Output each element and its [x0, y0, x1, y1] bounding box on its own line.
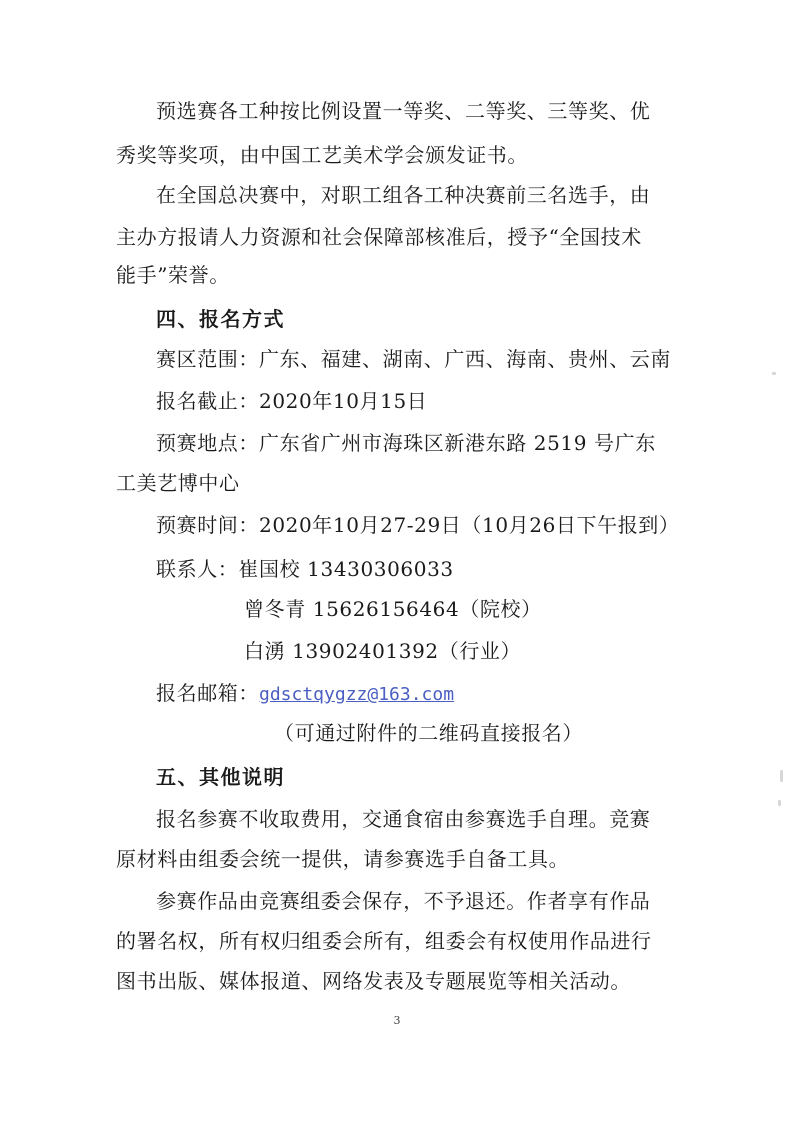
contact-row-1	[156, 556, 454, 582]
page-number: 3	[393, 1014, 401, 1027]
scan-speck	[772, 372, 776, 375]
contact-person-3: 白湧 13902401392（行业）	[244, 639, 522, 663]
prelim-venue-line-1: 预赛地点：广东省广州市海珠区新港东路 2519 号广东	[156, 431, 656, 455]
paragraph-works-line-3: 图书出版、媒体报道、网络发表及专题展览等相关活动。	[116, 969, 631, 993]
paragraph-fees-line-1: 报名参赛不收取费用，交通食宿由参赛选手自理。竞赛	[156, 807, 651, 831]
paragraph-finals-line-3: 能手”荣誉。	[116, 263, 230, 287]
paragraph-works-line-2: 的署名权，所有权归组委会所有，组委会有权使用作品进行	[116, 929, 652, 953]
section-heading-registration: 四、报名方式	[156, 307, 285, 331]
paragraph-works-line-1: 参赛作品由竞赛组委会保存，不予退还。作者享有作品	[156, 889, 651, 913]
email-label: 报名邮箱：	[156, 681, 259, 705]
paragraph-awards-line-2: 秀奖等奖项，由中国工艺美术学会颁发证书。	[116, 143, 528, 167]
scan-speck	[780, 770, 783, 782]
section-heading-other-notes: 五、其他说明	[156, 765, 285, 789]
paragraph-finals-line-2: 主办方报请人力资源和社会保障部核准后，授予“全国技术	[116, 225, 642, 249]
contact-person-2: 曾冬青 15626156464（院校）	[244, 597, 542, 621]
paragraph-awards-line-1: 预选赛各工种按比例设置一等奖、二等奖、三等奖、优	[156, 99, 651, 123]
registration-deadline: 报名截止：2020年10月15日	[156, 389, 428, 413]
registration-region: 赛区范围：广东、福建、湖南、广西、海南、贵州、云南	[156, 347, 671, 371]
registration-email-link[interactable]: gdsctqygzz@163.com	[259, 684, 455, 705]
contact-label: 联系人：	[156, 557, 239, 581]
prelim-time: 预赛时间：2020年10月27-29日（10月26日下午报到）	[156, 513, 680, 537]
email-row	[156, 680, 454, 708]
scan-speck	[778, 800, 781, 806]
qr-code-note: （可通过附件的二维码直接报名）	[274, 721, 583, 745]
paragraph-fees-line-2: 原材料由组委会统一提供，请参赛选手自备工具。	[116, 847, 570, 871]
paragraph-finals-line-1: 在全国总决赛中，对职工组各工种决赛前三名选手，由	[156, 183, 651, 207]
contact-person-1: 崔国校 13430306033	[238, 557, 454, 581]
prelim-venue-line-2: 工美艺博中心	[116, 471, 240, 495]
